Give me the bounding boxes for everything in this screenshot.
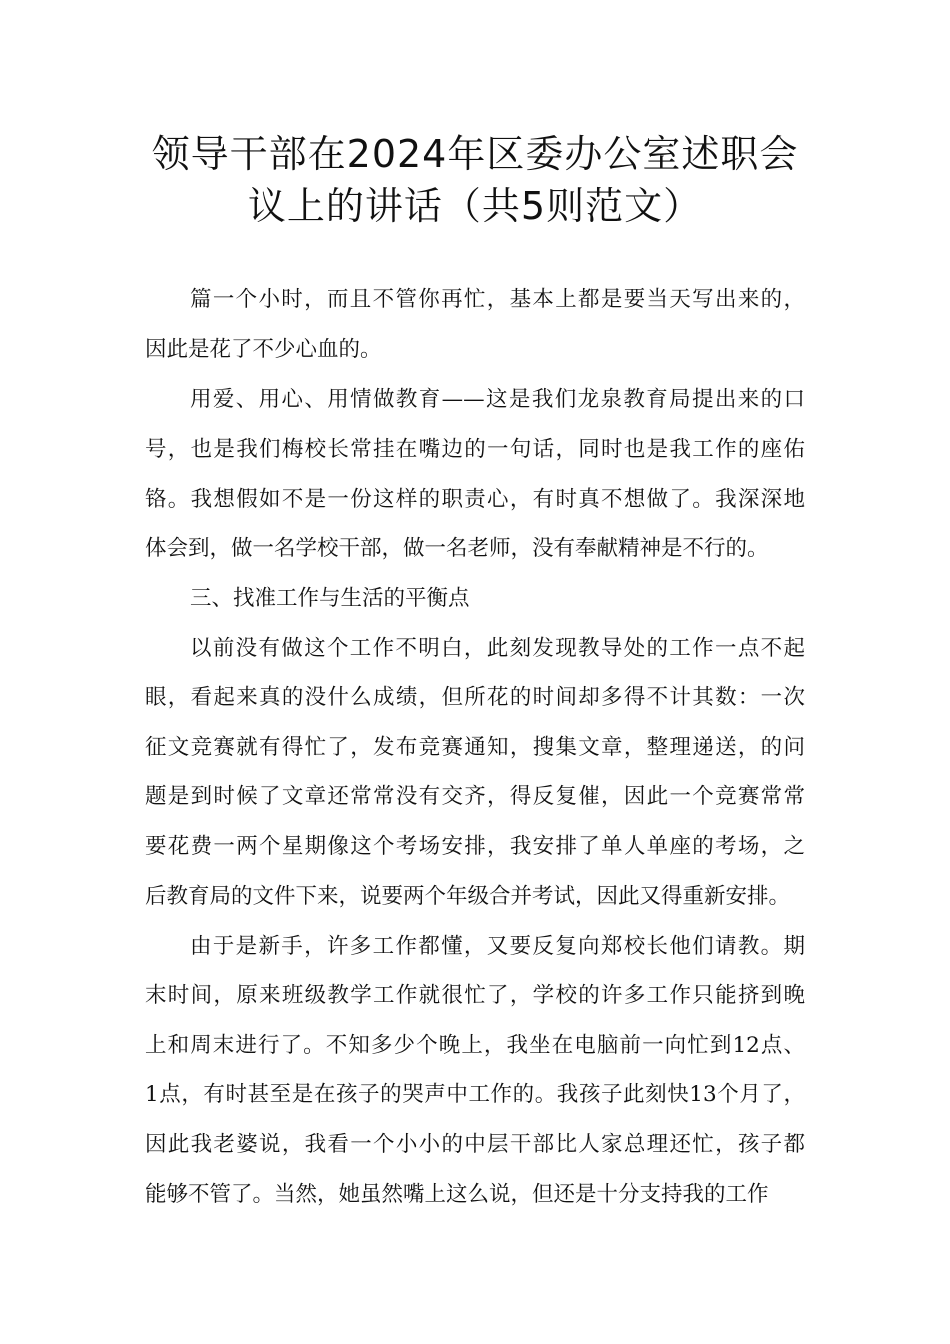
body-line: 铬。我想假如不是一份这样的职责心，有时真不想做了。我深深地 [145,487,805,512]
body-line: 篇一个小时，而且不管你再忙，基本上都是要当天写出来的， [190,287,805,312]
body-line: 以前没有做这个工作不明白，此刻发现教导处的工作一点不起 [190,636,805,661]
body-line: 能够不管了。当然，她虽然嘴上这么说，但还是十分支持我的工作 [145,1182,769,1207]
body-line: 因此我老婆说，我看一个小小的中层干部比人家总理还忙，孩子都 [145,1132,805,1157]
document-title-line-2: 议上的讲话（共5则范文） [247,184,703,228]
document-title-line-1: 领导干部在2024年区委办公室述职会 [151,132,799,176]
body-line: 征文竞赛就有得忙了，发布竞赛通知，搜集文章，整理递送，的问 [145,735,805,760]
body-line: 后教育局的文件下来，说要两个年级合并考试，因此又得重新安排。 [145,884,791,909]
body-line: 1点，有时甚至是在孩子的哭声中工作的。我孩子此刻快13个月了， [145,1082,805,1107]
body-line: 体会到，做一名学校干部，做一名老师，没有奉献精神是不行的。 [145,536,769,561]
body-line: 眼，看起来真的没什么成绩，但所花的时间却多得不计其数：一次 [145,685,805,710]
body-line: 用爱、用心、用情做教育——这是我们龙泉教育局提出来的口 [190,387,805,412]
body-line: 要花费一两个星期像这个考场安排，我安排了单人单座的考场，之 [145,834,805,859]
body-line: 由于是新手，许多工作都懂，又要反复向郑校长他们请教。期 [190,934,805,959]
body-line: 因此是花了不少心血的。 [145,337,382,362]
body-line: 上和周末进行了。不知多少个晚上，我坐在电脑前一向忙到12点、 [145,1033,805,1058]
body-line: 号，也是我们梅校长常挂在嘴边的一句话，同时也是我工作的座佑 [145,437,805,462]
section-heading: 三、找准工作与生活的平衡点 [190,586,470,611]
body-line: 末时间，原来班级教学工作就很忙了，学校的许多工作只能挤到晚 [145,983,805,1008]
body-line: 题是到时候了文章还常常没有交齐，得反复催，因此一个竞赛常常 [145,784,805,809]
